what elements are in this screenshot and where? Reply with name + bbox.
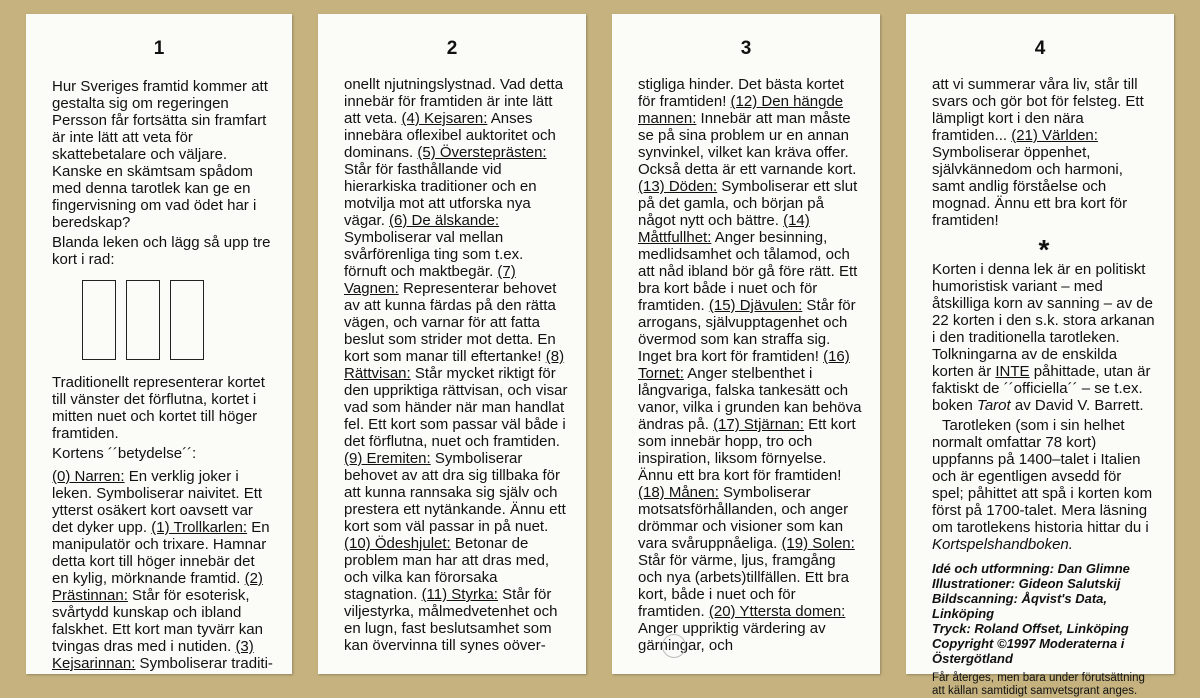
entry-text: stigliga hinder. Det bästa kortet för framtiden! xyxy=(638,76,844,110)
entry-text: Representerar behovet av att kunna färdas på den rätta vägen, och varnar för att fatta beslut som strider mot detta. En kort som manar till eftertanke! xyxy=(344,280,557,365)
credit-line: Idé och utformning: Dan Glimne xyxy=(932,561,1130,576)
punch-hole-mark xyxy=(662,634,686,658)
entry-label: (6) De älskande: xyxy=(389,212,500,229)
meanings-heading: Kortens ´´betydelse´´: xyxy=(52,445,197,462)
card-1 xyxy=(26,14,292,674)
entry-text: Symboliserar ett slut på det gamla, och början på något nytt och bättre. xyxy=(638,178,858,229)
entry-text: Står för arrogans, självupptagenhet och övermod som kan straffa sig. Inget bra kort för framtiden! xyxy=(638,297,856,365)
tradition-paragraph: Traditionellt representerar kortet till vänster det förflutna, kortet i mitten nuet och kortet till höger framtiden. xyxy=(52,374,265,442)
card-body xyxy=(638,76,862,657)
slot-present xyxy=(126,280,160,360)
entry-label: (10) Ödeshjulet: xyxy=(344,535,451,552)
card-meanings xyxy=(344,76,568,654)
entry-text: Anger stelbenthet i långvariga, falska tankesätt och vanor, vilka i grunden kan behöva ändras på. xyxy=(638,365,862,433)
entry-label: (2) Prästinnan: xyxy=(52,570,263,604)
about-text: Korten i denna lek är en politiskt humoristisk variant – med åtskilliga korn av sanning – av de 22 korten i den s.k. stora arkanan i den traditionella tarotleken. Tolkningarna av de enskilda korten är xyxy=(932,261,1155,380)
entry-text: Anger uppriktig värdering av gärningar, och xyxy=(638,620,826,654)
entry-text: En verklig joker i leken. Symboliserar naivitet. Ett ytterst osäkert kort oavsett var det dyker upp. xyxy=(52,468,263,536)
entry-text: onellt njutningslystnad. Vad detta innebär för framtiden är inte lätt att veta. xyxy=(344,76,564,127)
instruction-paragraph: Blanda leken och lägg så upp tre kort i rad: xyxy=(52,234,271,268)
book-title-kortspel: Kortspelshandboken. xyxy=(932,536,1073,553)
entry-text: Anger besinning, medlidsamhet och tålamod, och att nåd ibland bör gå före rätt. Ett bra kort både i nuet och för framtiden. xyxy=(638,229,858,314)
card-3 xyxy=(612,14,880,674)
entry-label: (13) Döden: xyxy=(638,178,718,195)
reproduction-note: Får återges, men bara under förutsättning att källan samtidigt samvetsgrant anges. xyxy=(932,672,1145,697)
card-body xyxy=(932,76,1156,698)
card-4 xyxy=(906,14,1174,697)
credit-line: Illustrationer: Gideon Salutskij xyxy=(932,576,1121,591)
entry-label: (15) Djävulen: xyxy=(708,297,803,314)
star-divider: * xyxy=(1038,234,1050,265)
entry-label: (18) Månen: xyxy=(638,484,719,501)
card-body xyxy=(344,76,568,657)
intro-paragraph: Hur Sveriges framtid kommer att gestalta sig om regeringen Persson får fortsätta sin framfart är inte lätt att veta för skattebetalare och väljare. Kanske en skämtsam spådom med denna tarotlek kan ge en fingervisning om vad ödet har i beredskap? xyxy=(52,78,268,231)
entry-text: Innebär att man måste se på sina problem ur en annan synvinkel, vilket kan kräva offer. Också detta är ett varnande kort. xyxy=(638,110,857,178)
credits xyxy=(932,561,1156,666)
entry-text: En manipulatör och trixare. Hamnar detta kort till höger innebär det en kylig, mörknande framtid. xyxy=(52,519,270,587)
card-number: 1 xyxy=(153,38,165,59)
entry-text: att vi summerar våra liv, står till svars och gör bot för felsteg. Ett lämpligt kort i den nära framtiden... xyxy=(932,76,1144,144)
entry-text: Står för värme, ljus, framgång och nya (arbets)tillfällen. Ett bra kort, både i nuet och för framtiden. xyxy=(638,552,849,620)
entry-label: (21) Världen: xyxy=(1011,127,1098,144)
credit-line: Copyright ©1997 Moderaterna i Östergötland xyxy=(932,636,1125,666)
entry-label: (1) Trollkarlen: xyxy=(151,519,248,536)
entry-label: (12) Den hängde mannen: xyxy=(638,93,844,127)
card-slots xyxy=(82,280,274,360)
entry-label: (11) Styrka: xyxy=(421,586,498,603)
entry-label: (3) Kejsarinnan: xyxy=(52,638,254,672)
entry-label: (5) Översteprästen: xyxy=(417,144,547,161)
entry-text: Står för fasthållande vid hierarkiska traditioner och en motvilja mot att utforska nya vägar. xyxy=(344,161,537,229)
entry-label: (17) Stjärnan: xyxy=(713,416,804,433)
about-paragraph xyxy=(932,261,1156,414)
entry-text: Symboliserar traditi- xyxy=(135,655,273,672)
slot-past xyxy=(82,280,116,360)
entry-label: (9) Eremiten: xyxy=(344,450,431,467)
entry-label: (20) Yttersta domen: xyxy=(708,603,846,620)
entry-label: (19) Solen: xyxy=(781,535,855,552)
entry-text: Symboliserar motsatsförhållanden, och anger drömmar och visioner som kan vara svåruppnåeliga. xyxy=(638,484,849,552)
entry-text: Anses innebära oflexibel auktoritet och dominans. xyxy=(344,110,556,161)
card-meanings xyxy=(52,468,274,672)
about-text: påhittade, utan är faktiskt de ´´officiella´´ – se t.ex. boken xyxy=(932,363,1151,414)
card-number: 2 xyxy=(446,38,458,59)
credit-line: Tryck: Roland Offset, Linköping xyxy=(932,621,1129,636)
entry-label: (7) Vagnen: xyxy=(344,263,516,297)
card-number: 3 xyxy=(740,38,752,59)
entry-label: (14) Måttfullhet: xyxy=(638,212,810,246)
card-2 xyxy=(318,14,586,674)
credit-line: Bildscanning: Åqvist's Data, Linköping xyxy=(932,591,1108,621)
book-title-tarot: Tarot xyxy=(977,397,1011,414)
entry-text: Symboliserar öppenhet, självkännedom och harmoni, samt andlig förståelse och mognad. Ännu ett bra kort för framtiden! xyxy=(932,144,1128,229)
entry-text: Ett kort som innebär hopp, tro och inspiration, liksom förnyelse. Ännu ett bra kort för framtiden! xyxy=(638,416,856,484)
inte-emphasis: INTE xyxy=(995,363,1030,380)
entry-label: (4) Kejsaren: xyxy=(401,110,488,127)
entry-text: Står för viljestyrka, målmedvetenhet och en lugn, fast beslutsamhet som kan övervinna till synes oöver- xyxy=(344,586,558,654)
entry-label: (0) Narren: xyxy=(52,468,125,485)
entry-text: Symboliserar behovet av att dra sig tillbaka för att kunna rannsaka sig själv och prestera ett nytänkande. Ännu ett kort som väl passar in på nuet. xyxy=(344,450,566,535)
entry-label: (8) Rättvisan: xyxy=(344,348,565,382)
entry-text: Står för esoterisk, svårtydd kunskap och ibland falskhet. Ett kort man tyvärr kan tvingas dras med i nutiden. xyxy=(52,587,263,655)
entry-text: Betonar de problem man har att dras med, och vilka kan förorsaka stagnation. xyxy=(344,535,550,603)
entry-text: Symboliserar val mellan svårförenliga ting som t.ex. förnuft och maktbegär. xyxy=(344,229,524,280)
card-meanings xyxy=(638,76,862,654)
history-paragraph xyxy=(932,417,1156,553)
card-body xyxy=(52,78,274,675)
entry-text: Står mycket riktigt för den uppriktiga rättvisan, och visar vad som händer när man handlat fel. Ett kort som passar väl både i det förflutna, nuet och framtiden. xyxy=(344,365,568,450)
card-meanings xyxy=(932,76,1156,229)
slot-future xyxy=(170,280,204,360)
card-number: 4 xyxy=(1034,38,1046,59)
history-text: Tarotleken (som i sin helhet normalt omfattar 78 kort) uppfanns på 1400–talet i Italien och är egentligen avsedd för spel; påhittet att spå i korten kom först på 1700-talet. Mera läsning om tarotlekens historia hittar du i xyxy=(932,417,1153,536)
about-text: av David V. Barrett. xyxy=(1010,397,1144,414)
entry-label: (16) Tornet: xyxy=(638,348,850,382)
